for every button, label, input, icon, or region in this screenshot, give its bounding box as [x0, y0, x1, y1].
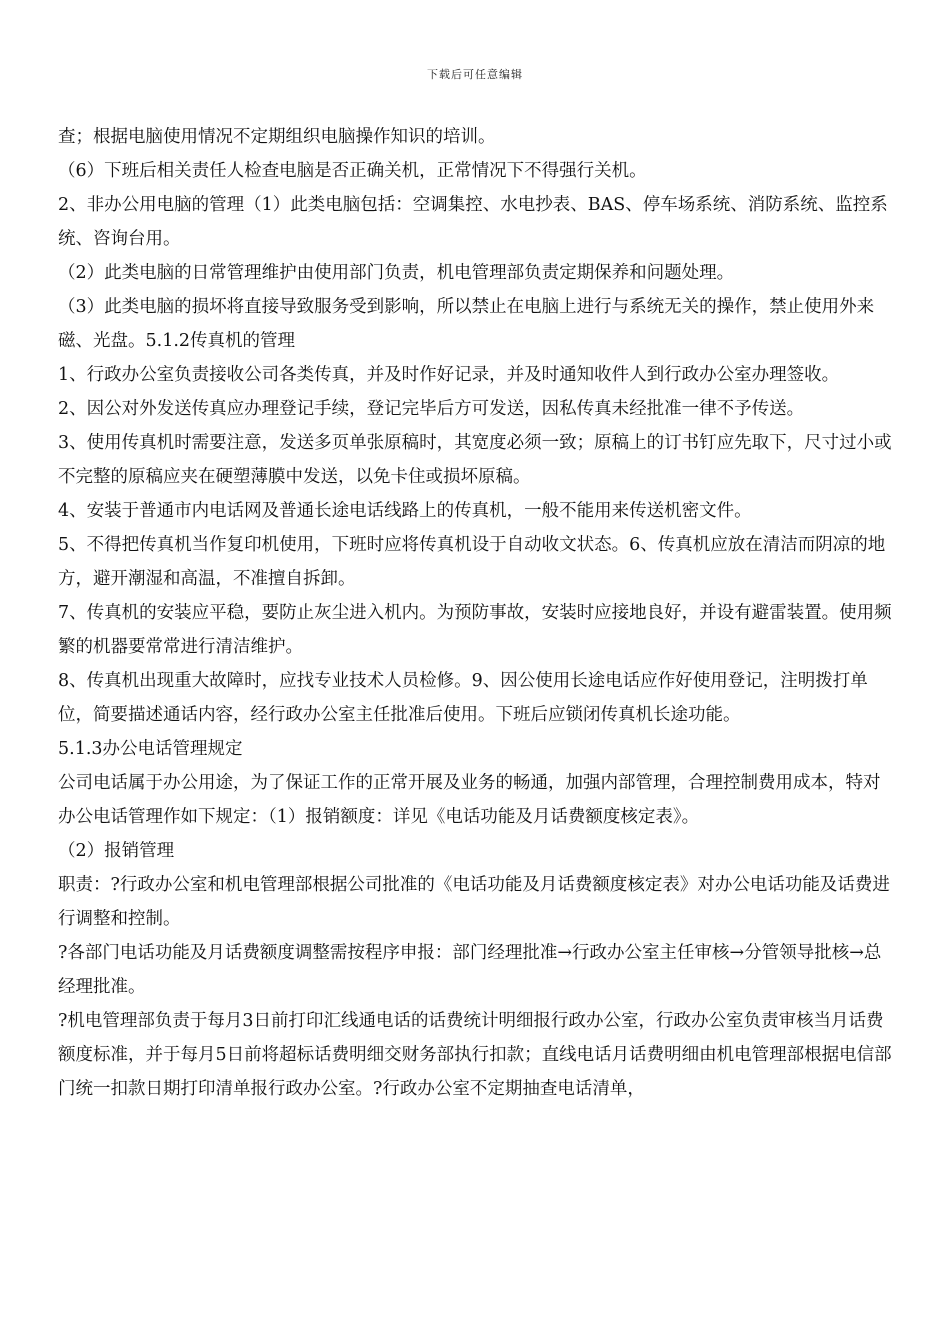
document-body [58, 120, 894, 1106]
paragraph: 1、行政办公室负责接收公司各类传真，并及时作好记录，并及时通知收件人到行政办公室办理签收。 [58, 365, 840, 385]
paragraph: 职责：?行政办公室和机电管理部根据公司批准的《电话功能及月话费额度核定表》对办公电话功能及话费进行调整和控制。 [58, 875, 890, 929]
paragraph: 5、不得把传真机当作复印机使用，下班时应将传真机设于自动收文状态。6、传真机应放在清洁而阴凉的地方，避开潮湿和高温，不准擅自拆卸。 [58, 535, 886, 589]
paragraph: 2、因公对外发送传真应办理登记手续，登记完毕后方可发送，因私传真未经批准一律不予传送。 [58, 399, 805, 419]
paragraph: ?各部门电话功能及月话费额度调整需按程序申报：部门经理批准→行政办公室主任审核→分管领导批核→总经理批准。 [58, 943, 882, 997]
section-heading: 5.1.3办公电话管理规定 [58, 739, 243, 759]
paragraph: 2、非办公用电脑的管理（1）此类电脑包括：空调集控、水电抄表、BAS、停车场系统、消防系统、监控系统、咨询台用。 [58, 195, 888, 249]
paragraph: 公司电话属于办公用途，为了保证工作的正常开展及业务的畅通，加强内部管理，合理控制费用成本，特对办公电话管理作如下规定：（1）报销额度：详见《电话功能及月话费额度核定表》。 [58, 773, 881, 827]
paragraph: 8、传真机出现重大故障时，应找专业技术人员检修。9、因公使用长途电话应作好使用登记，注明拨打单位，简要描述通话内容，经行政办公室主任批准后使用。下班后应锁闭传真机长途功能。 [58, 671, 868, 725]
paragraph: （2）此类电脑的日常管理维护由使用部门负责，机电管理部负责定期保养和问题处理。 [58, 263, 735, 283]
paragraph: 7、传真机的安装应平稳，要防止灰尘进入机内。为预防事故，安装时应接地良好，并设有避雷装置。使用频繁的机器要常常进行清洁维护。 [58, 603, 892, 657]
paragraph: （2）报销管理 [58, 841, 175, 861]
paragraph: 3、使用传真机时需要注意，发送多页单张原稿时，其宽度必须一致；原稿上的订书钉应先取下，尺寸过小或不完整的原稿应夹在硬塑薄膜中发送，以免卡住或损坏原稿。 [58, 433, 892, 487]
paragraph: 查；根据电脑使用情况不定期组织电脑操作知识的培训。 [58, 127, 496, 147]
paragraph: （3）此类电脑的损坏将直接导致服务受到影响，所以禁止在电脑上进行与系统无关的操作，禁止使用外来磁、光盘。5.1.2传真机的管理 [58, 297, 875, 351]
page-header: 下载后可任意编辑 [427, 68, 523, 81]
paragraph: （6）下班后相关责任人检查电脑是否正确关机，正常情况下不得强行关机。 [58, 161, 647, 181]
paragraph: ?机电管理部负责于每月3日前打印汇线通电话的话费统计明细报行政办公室，行政办公室负责审核当月话费额度标准，并于每月5日前将超标话费明细交财务部执行扣款；直线电话月话费明细由机电管理部根据电信部门统一扣款日期打印清单报行政办公室。?行政办公室不定期抽查电话清单， [58, 1011, 892, 1099]
paragraph: 4、安装于普通市内电话网及普通长途电话线路上的传真机，一般不能用来传送机密文件。 [58, 501, 752, 521]
